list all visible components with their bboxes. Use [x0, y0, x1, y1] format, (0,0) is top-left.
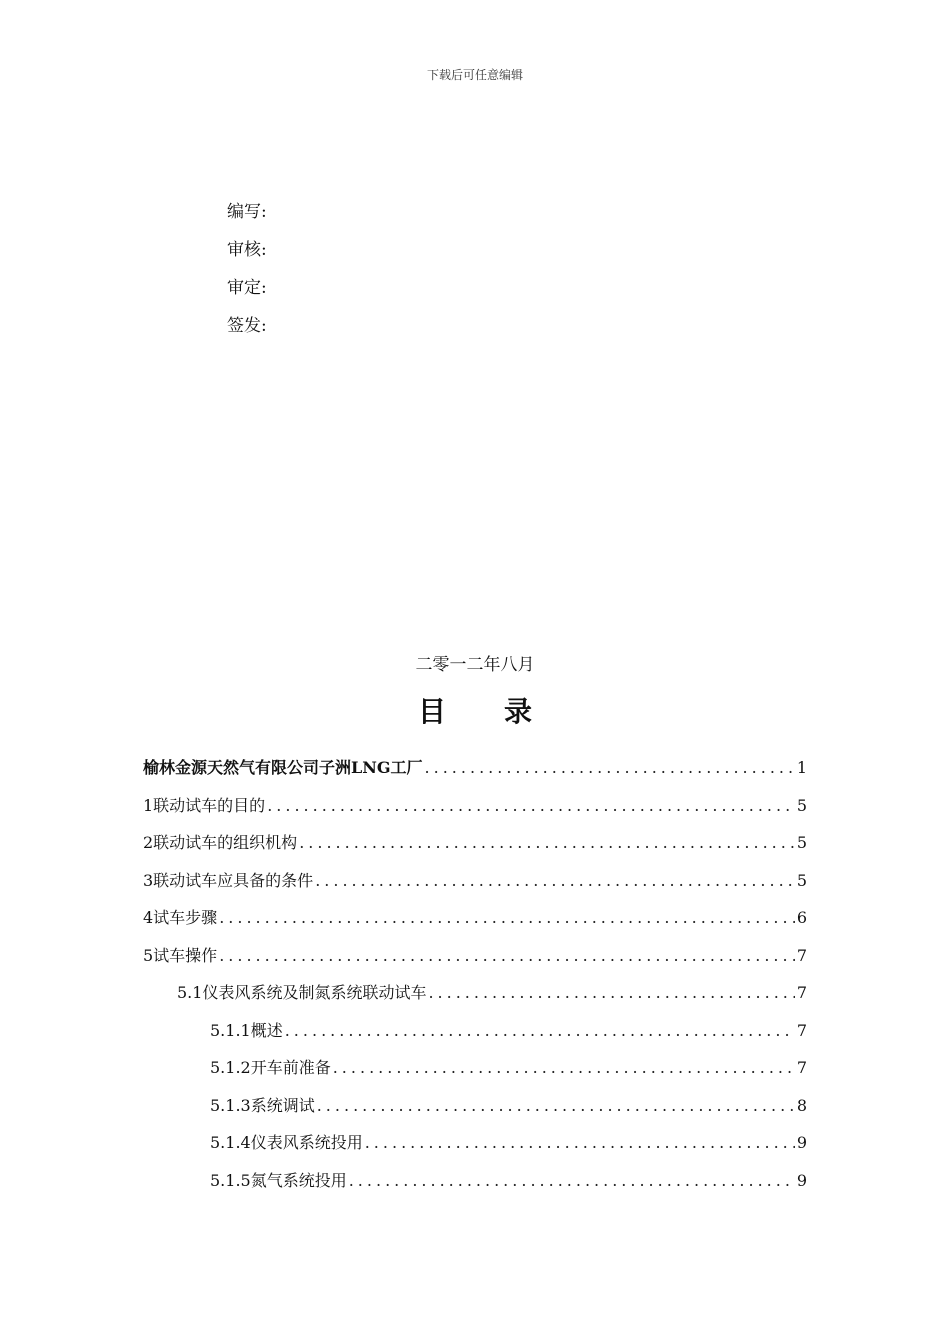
toc-entry-text: 4试车步骤	[143, 908, 218, 927]
toc-entry-text: 榆林金源天然气有限公司子洲LNG工厂	[143, 758, 423, 777]
toc-entry[interactable]	[143, 1129, 807, 1167]
toc-entry[interactable]	[143, 942, 807, 980]
toc-entry-page: 7	[796, 1020, 807, 1040]
toc-entry[interactable]	[143, 867, 807, 905]
toc-leader-dots	[315, 867, 795, 895]
header-note: 下载后可任意编辑	[426, 68, 523, 82]
toc-entry-text: 5.1.4仪表风系统投用	[210, 1133, 363, 1152]
toc-entry-page: 6	[796, 908, 807, 927]
toc-leader-dots	[317, 1092, 795, 1120]
signoff-approver-label: 审定:	[227, 278, 267, 298]
toc-entry-text: 5.1.3系统调试	[210, 1095, 315, 1115]
toc-leader-dots	[299, 829, 795, 857]
toc-entry-text: 5.1.1概述	[210, 1020, 283, 1040]
toc-entry-page: 7	[796, 1058, 807, 1077]
toc-entry[interactable]	[143, 829, 807, 867]
toc-title: 目录	[417, 695, 590, 728]
toc-leader-dots	[333, 1054, 795, 1082]
toc-entry[interactable]	[143, 754, 807, 792]
toc-entry[interactable]	[143, 1017, 807, 1055]
toc-entry-page: 5	[796, 833, 807, 852]
toc-entry[interactable]	[143, 1167, 807, 1205]
toc-leader-dots	[285, 1017, 795, 1045]
toc-leader-dots	[425, 754, 795, 782]
toc-entry[interactable]	[143, 904, 807, 942]
toc-leader-dots	[428, 979, 794, 1007]
signoff-writer-label: 编写:	[227, 202, 267, 222]
toc-entry[interactable]	[143, 1092, 807, 1130]
toc-entry-text: 2联动试车的组织机构	[143, 833, 298, 852]
toc-entry[interactable]	[143, 1054, 807, 1092]
signoff-issuer-label: 签发:	[227, 316, 267, 336]
toc-entry-page: 8	[796, 1095, 807, 1115]
toc-entry[interactable]	[143, 792, 807, 830]
toc-entry-page: 9	[796, 1170, 807, 1190]
table-of-contents	[143, 754, 807, 1204]
toc-leader-dots	[267, 792, 795, 820]
toc-leader-dots	[219, 942, 795, 970]
toc-entry-page: 9	[796, 1133, 807, 1152]
signoff-reviewer-label: 审核:	[227, 240, 267, 260]
toc-entry-text: 5.1.5氮气系统投用	[210, 1170, 347, 1190]
toc-leader-dots	[219, 904, 795, 932]
toc-entry[interactable]	[143, 979, 807, 1017]
signoff-block	[227, 199, 267, 351]
toc-entry-page: 5	[796, 795, 807, 815]
toc-entry-text: 1联动试车的目的	[143, 795, 266, 815]
toc-entry-page: 1	[796, 758, 807, 777]
toc-entry-page: 7	[796, 983, 807, 1002]
toc-entry-page: 7	[796, 945, 807, 965]
toc-leader-dots	[365, 1129, 795, 1157]
toc-entry-text: 5试车操作	[143, 945, 218, 965]
toc-entry-text: 5.1仪表风系统及制氮系统联动试车	[177, 983, 427, 1002]
toc-entry-text: 5.1.2开车前准备	[210, 1058, 331, 1077]
toc-entry-page: 5	[796, 870, 807, 890]
document-date: 二零一二年八月	[415, 655, 535, 675]
toc-leader-dots	[349, 1167, 795, 1195]
toc-entry-text: 3联动试车应具备的条件	[143, 870, 314, 890]
